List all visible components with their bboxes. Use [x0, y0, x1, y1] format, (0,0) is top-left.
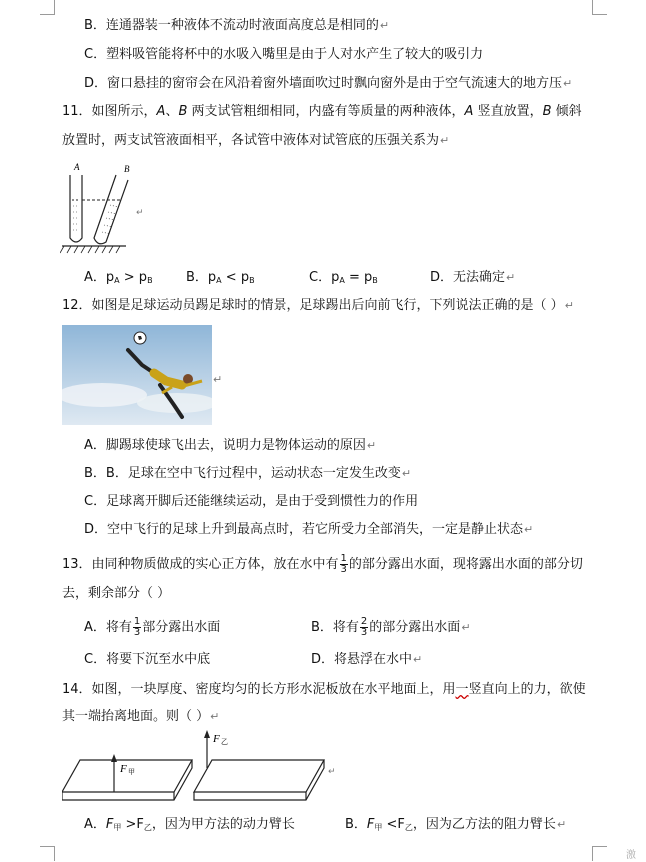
- prev-option-c: C．塑料吸管能将杯中的水吸入嘴里是由于人对水产生了较大的吸引力: [84, 47, 484, 62]
- q12-option-c: C．足球离开脚后还能继续运动，是由于受到惯性力的作用: [84, 494, 419, 509]
- q12-football-photo: [62, 325, 212, 425]
- q11-option-c: C．$p_A = p_B$: [309, 270, 378, 285]
- q11-stem-line2: 放置时，两支试管液面相平，各试管中液体对试管底的压强关系为↵: [62, 133, 450, 148]
- q11-test-tubes-figure: [60, 160, 150, 255]
- q13-stem-line1: 13．由同种物质做成的实心正方体，放在水中有 $\frac{1}{3}$ 的部分露出水面，现将露出水面的部分切: [62, 553, 583, 575]
- q14-option-b: B．$F_甲 <F_乙$，因为乙方法的阻力臂长↵: [345, 817, 567, 832]
- force-label-yi: F: [213, 733, 220, 745]
- force-label-yi-sub: 乙: [221, 738, 228, 746]
- corner-mark-top-right: [592, 0, 607, 15]
- q14-option-a: A．$F_甲 >F_乙$，因为甲方法的动力臂长: [84, 817, 295, 832]
- q13-option-d: D．将悬浮在水中↵: [311, 652, 423, 667]
- fraction-one-third: $\frac{1}{3}$: [133, 616, 141, 638]
- fraction-two-thirds: $\frac{2}{3}$: [360, 616, 368, 638]
- q12-option-d: D．空中飞行的足球上升到最高点时，若它所受力全部消失，一定是静止状态↵: [84, 522, 534, 537]
- prev-option-b: B．连通器装一种液体不流动时液面高度总是相同的↵: [84, 18, 390, 33]
- q12-figure-return: ↵: [213, 373, 223, 386]
- force-label-jia: F: [120, 763, 127, 775]
- q11-stem-line1: 11．如图所示，A、B 两支试管粗细相同，内盛有等质量的两种液体，A 竖直放置，B 倾斜: [62, 104, 582, 119]
- fig-return-mark-2: ↵: [328, 767, 336, 777]
- q11-option-b: B．$p_A < p_B$: [186, 270, 255, 285]
- q14-stem-line1: 14．如图，一块厚度、密度均匀的长方形水泥板放在水平地面上，用一竖直向上的力，欲使: [62, 682, 586, 697]
- fig-return-mark: ↵: [136, 208, 144, 218]
- q13-option-c: C．将要下沉至水中底: [84, 652, 211, 667]
- q14-slab-figure: [62, 730, 342, 810]
- q11-option-a: A．$p_A > p_B$: [84, 270, 153, 285]
- q12-stem: 12．如图是足球运动员踢足球时的情景，足球踢出后向前飞行，下列说法正确的是（ ）↵: [62, 298, 574, 313]
- q13-option-a: A．将有 $\frac{1}{3}$ 部分露出水面: [84, 616, 221, 638]
- q12-option-b: B．B．足球在空中飞行过程中，运动状态一定发生改变↵: [84, 466, 412, 481]
- force-label-jia-sub: 甲: [128, 768, 135, 776]
- q14-stem-line2: 其一端抬离地面。则（ ）↵: [62, 709, 220, 724]
- q12-option-a: A．脚踢球使球飞出去，说明力是物体运动的原因↵: [84, 438, 377, 453]
- fraction-one-third: $\frac{1}{3}$: [340, 553, 347, 575]
- corner-mark-top-left: [40, 0, 55, 15]
- q13-option-b: B．将有 $\frac{2}{3}$ 的部分露出水面↵: [311, 616, 471, 638]
- corner-watermark: 激: [626, 850, 636, 861]
- fig-label-a: A: [74, 162, 80, 172]
- corner-mark-bottom-left: [40, 846, 55, 861]
- q11-option-d: D．无法确定↵: [430, 270, 516, 285]
- fig-label-b: B: [124, 164, 130, 174]
- prev-option-d: D．窗口悬挂的窗帘会在风沿着窗外墙面吹过时飘向窗外是由于空气流速大的地方压↵: [84, 76, 573, 91]
- q13-stem-line2: 去，剩余部分（ ）: [62, 586, 171, 601]
- corner-mark-bottom-right: [592, 846, 607, 861]
